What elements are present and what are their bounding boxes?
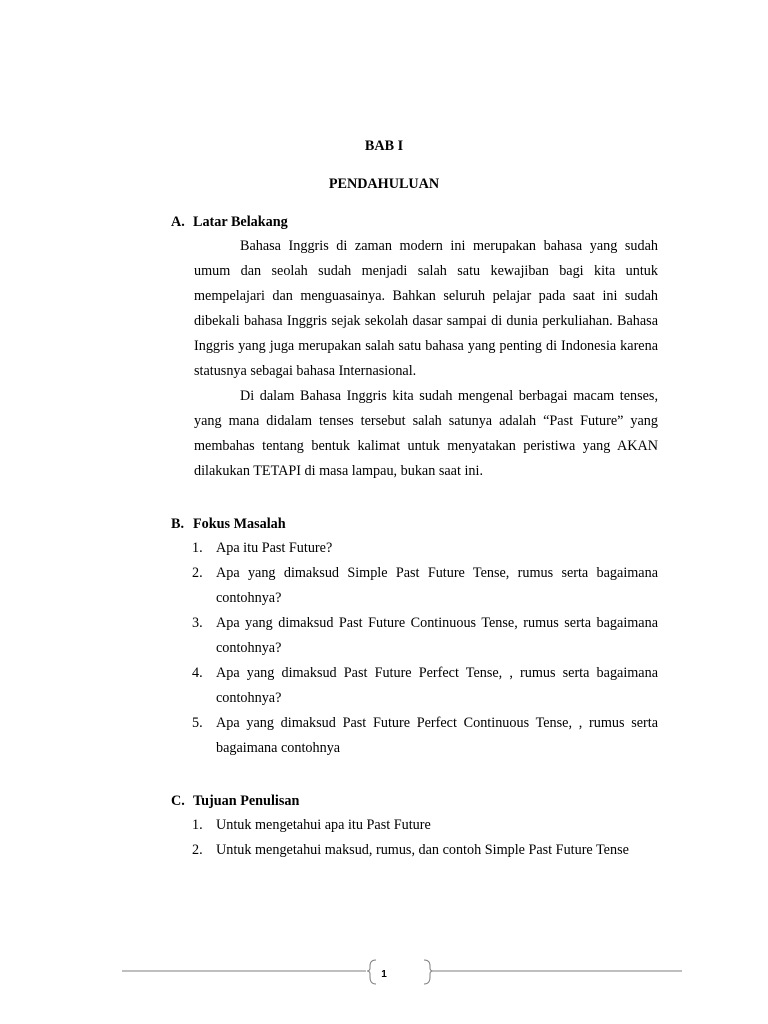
list-number: 4. bbox=[192, 665, 203, 681]
chapter-number: BAB I bbox=[364, 138, 404, 154]
section-letter: C. bbox=[171, 793, 185, 809]
section-heading-fokus-masalah bbox=[171, 515, 286, 533]
list-text: Apa yang dimaksud Simple Past Future Tense, rumus serta bagaimana contohnya? bbox=[216, 565, 658, 606]
list-number: 2. bbox=[192, 565, 203, 581]
list-item bbox=[192, 561, 658, 611]
list-number: 1. bbox=[192, 817, 203, 833]
list-item bbox=[192, 611, 658, 661]
list-text: Apa yang dimaksud Past Future Perfect Tense, , rumus serta bagaimana contohnya? bbox=[216, 665, 658, 706]
list-item bbox=[192, 536, 658, 561]
objective-list bbox=[192, 813, 658, 863]
list-number: 3. bbox=[192, 615, 203, 631]
list-item bbox=[192, 838, 658, 863]
section-title: Fokus Masalah bbox=[193, 516, 286, 532]
list-text: Apa yang dimaksud Past Future Perfect Continuous Tense, , rumus serta bagaimana contohnya bbox=[216, 715, 658, 756]
list-text: Apa itu Past Future? bbox=[216, 540, 333, 556]
section-letter: B. bbox=[171, 516, 185, 532]
section-heading-latar-belakang bbox=[171, 213, 288, 231]
problem-list bbox=[192, 536, 658, 761]
list-item bbox=[192, 813, 658, 838]
list-number: 5. bbox=[192, 715, 203, 731]
page-number: 1 bbox=[381, 969, 387, 980]
paragraph: Bahasa Inggris di zaman modern ini merupakan bahasa yang sudah umum dan seolah sudah menjadi salah satu kewajiban bagi kita untuk mempelajari dan menguasainya. Bahkan seluruh pelajar pada saat ini sudah dibekali bahasa Inggris sejak sekolah dasar sampai di dunia perkuliahan. Bahasa Inggris yang juga merupakan salah satu bahasa yang penting di Indonesia karena statusnya sebagai bahasa Internasional. bbox=[194, 238, 658, 379]
chapter-title: PENDAHULUAN bbox=[328, 176, 440, 192]
list-text: Apa yang dimaksud Past Future Continuous Tense, rumus serta bagaimana contohnya? bbox=[216, 615, 658, 656]
section-letter: A. bbox=[171, 214, 185, 230]
list-number: 2. bbox=[192, 842, 203, 858]
paragraph: Di dalam Bahasa Inggris kita sudah mengenal berbagai macam tenses, yang mana didalam tenses tersebut salah satunya adalah “Past Future” yang membahas tentang bentuk kalimat untuk menyatakan peristiwa yang AKAN dilakukan TETAPI di masa lampau, bukan saat ini. bbox=[194, 388, 658, 479]
section-title: Latar Belakang bbox=[193, 214, 288, 230]
list-item bbox=[192, 661, 658, 711]
list-text: Untuk mengetahui maksud, rumus, dan contoh Simple Past Future Tense bbox=[216, 842, 629, 858]
list-number: 1. bbox=[192, 540, 203, 556]
section-heading-tujuan-penulisan bbox=[171, 792, 299, 810]
list-item bbox=[192, 711, 658, 761]
list-text: Untuk mengetahui apa itu Past Future bbox=[216, 817, 431, 833]
section-title: Tujuan Penulisan bbox=[193, 793, 300, 809]
